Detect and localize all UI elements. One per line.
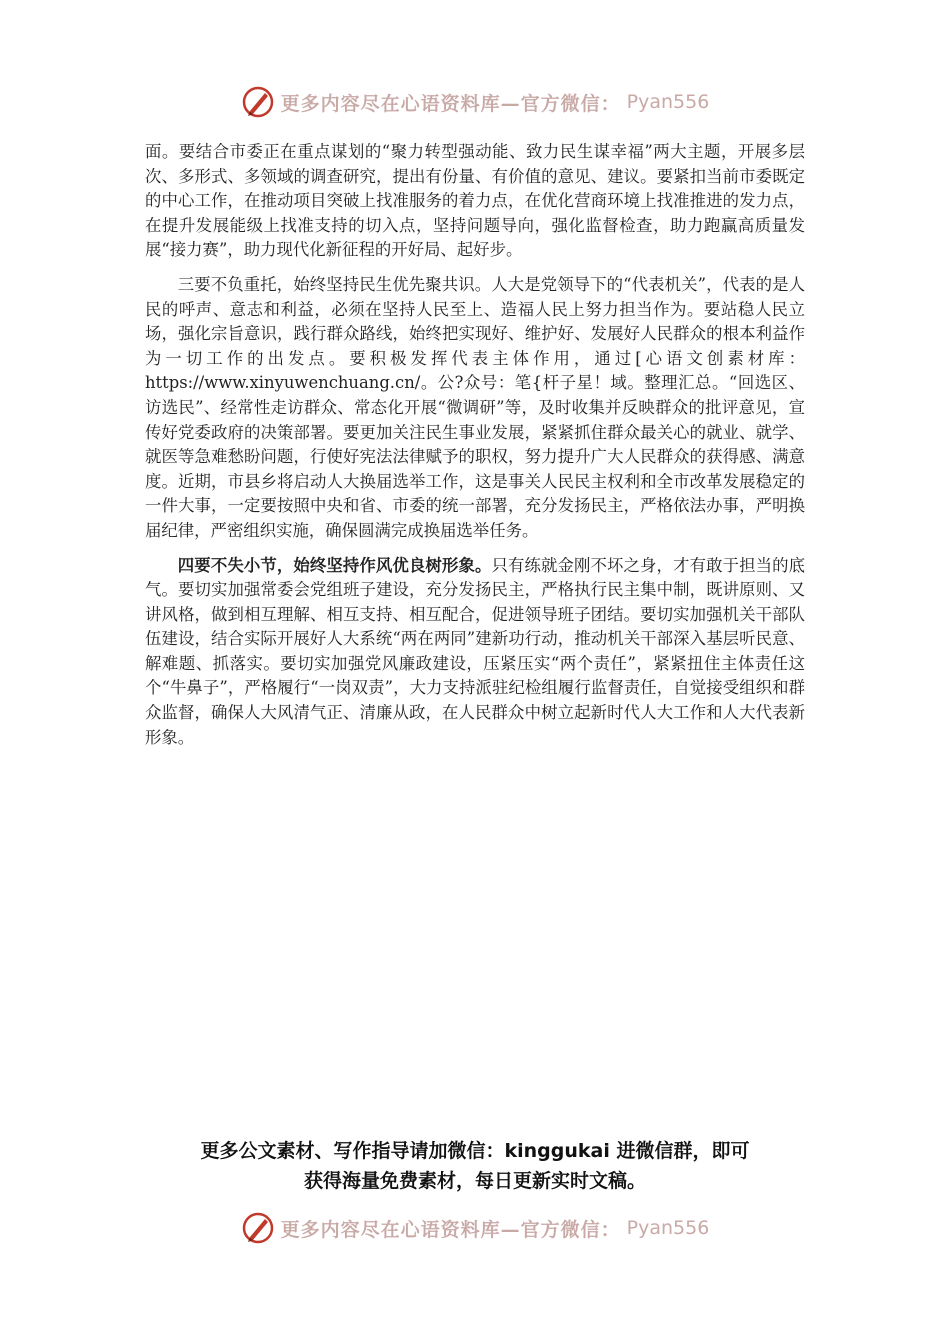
header-banner [0, 80, 950, 124]
pen-logo-icon [241, 85, 275, 119]
paragraph-2-text: 三要不负重托，始终坚持民生优先聚共识。人大是党领导下的“代表机关”，代表的是人民的呼声、意志和利益，必须在坚持人民至上、造福人民上努力担当作为。要站稳人民立场，强化宗旨意识，践行群众路线，始终把实现好、维护好、发展好人民群众的根本利益作为一切工作的出发点。要积极发挥代表主体作用，通过[心语文创素材库：https://www.xinyuwenchuang.cn/。公?众号：笔{杆子星！域。整理汇总。“回选区、访选民”、经常性走访群众、常态化开展“微调研”等，及时收集并反映群众的批评意见，宣传好党委政府的决策部署。要更加关注民生事业发展，紧紧抓住群众最关心的就业、就学、就医等急难愁盼问题，行使好宪法法律赋予的职权，努力提升广大人民群众的获得感、满意度。近期，市县乡将启动人大换届选举工作，这是事关人民民主权利和全市改革发展稳定的一件大事，一定要按照中央和省、市委的统一部署，充分发扬民主，严格依法办事，严明换届纪律，严密组织实施，确保圆满完成换届选举任务。 [145, 274, 805, 540]
header-banner-text: 更多内容尽在心语资料库—官方微信： [280, 92, 621, 115]
header-wechat-id: Pyan556 [626, 91, 710, 113]
footer-banner-text: 更多内容尽在心语资料库—官方微信： [280, 1218, 621, 1241]
footer-note-line-1: 更多公文素材、写作指导请加微信：kinggukai 进微信群，即可 [200, 1140, 750, 1162]
footer-note [140, 1136, 810, 1196]
paragraph-3-heading: 四要不失小节，始终坚持作风优良树形象。 [177, 555, 492, 575]
paragraph-1-text: 面。要结合市委正在重点谋划的“聚力转型强动能、致力民生谋幸福”两大主题，开展多层次、多形式、多领域的调查研究，提出有份量、有价值的意见、建议。要紧扣当前市委既定的中心工作，在推动项目突破上找准服务的着力点，在优化营商环境上找准推进的发力点，在提升发展能级上找准支持的切入点，坚持问题导向，强化监督检查，助力跑赢高质量发展“接力赛”，助力现代化新征程的开好局、起好步。 [145, 142, 805, 260]
footer-note-line-2: 获得海量免费素材，每日更新实时文稿。 [303, 1170, 646, 1192]
pen-logo-icon [241, 1211, 275, 1245]
paragraph-2 [145, 273, 805, 544]
paragraph-3-text: 只有练就金刚不坏之身，才有敢于担当的底气。要切实加强常委会党组班子建设，充分发扬民主，严格执行民主集中制，既讲原则、又讲风格，做到相互理解、相互支持、相互配合，促进领导班子团结。要切实加强机关干部队伍建设，结合实际开展好人大系统“两在两同”建新功行动，推动机关干部深入基层听民意、解难题、抓落实。要切实加强党风廉政建设，压紧压实“两个责任”，紧紧扭住主体责任这个“牛鼻子”，严格履行“一岗双责”，大力支持派驻纪检组履行监督责任，自觉接受组织和群众监督，确保人大风清气正、清廉从政，在人民群众中树立起新时代人大工作和人大代表新形象。 [145, 555, 806, 747]
footer-banner [0, 1206, 950, 1250]
document-body [145, 140, 805, 760]
paragraph-3 [145, 554, 805, 751]
paragraph-1 [145, 140, 805, 263]
footer-wechat-id: Pyan556 [626, 1217, 710, 1239]
